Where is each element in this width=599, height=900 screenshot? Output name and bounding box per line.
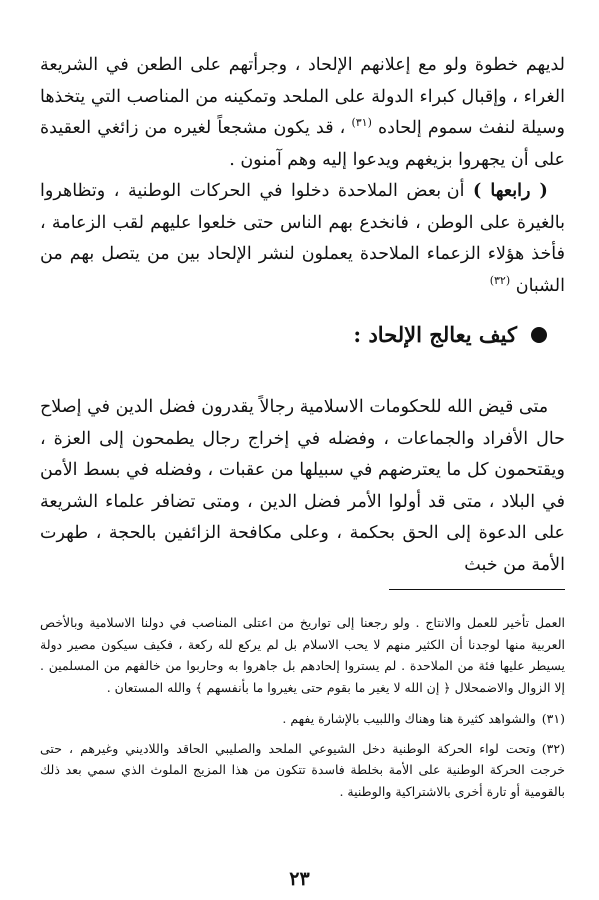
footnote-31-number: (٣١) [541,711,565,726]
footnote-31-text: والشواهد كثيرة هنا وهناك واللبيب بالإشارة يفهم . [282,711,536,726]
section-heading-text: كيف يعالج الإلحاد : [353,322,517,347]
footnote-ref-31: (٣١) [351,116,372,130]
paragraph-2 [40,176,565,302]
paragraph-1 [40,50,565,176]
footnotes-block [40,612,565,810]
paragraph-2-text: أن بعض الملاحدة دخلوا في الحركات الوطنية ، وتظاهروا بالغيرة على الوطن ، فانخدع بهم الناس حتى خلعوا عليهم لقب الزعامة ، فأخذ هؤلاء الزعماء الملاحدة يعملون لنشر الإلحاد بين من يتصل بهم من الشبان [40,181,565,296]
paragraph-2-lead: ( رابعها ) [473,181,548,201]
footnote-divider [389,589,565,590]
footnote-32-text: وتحت لواء الحركة الوطنية دخل الشيوعي الملحد والصليبي الحاقد واللاديني وغيرهم ، حتى خرجت الحركة الوطنية على الأمة بخلطة فاسدة تتكون من هذا المزيج الملوث الذي سمي بعد ذلك بالقومية أو تارة أخرى بالاشتراكية والوطنية . [40,740,565,799]
paragraph-1-tail: ، قد يكون مشجعاً لغيره من زائغي العقيدة على أن يجهروا بزيغهم ويدعوا إليه وهم آمنون . [40,118,565,170]
page-number: ٢٣ [289,868,310,890]
paragraph-3-text: متى قيض الله للحكومات الاسلامية رجالاً يقدرون فضل الدين في إصلاح حال الأفراد والجماعات ، وفضله في إخراج رجال يطمحون إلى العزة ، ويقتحمون كل ما يعترضهم في سبيلها من عقبات ، وفضله في بسط الأمن في البلاد ، متى قد أولوا الأمر فضل الدين ، ومتى تضافر علماء الشريعة على الدعوة إلى الحق بحكمة ، وعلى مكافحة الزائفين بالحجة ، طهرت الأمة من خبث [40,397,565,575]
main-text-block-2 [40,392,565,581]
footnote-continuation: العمل تأخير للعمل والانتاج . ولو رجعنا إلى تواريخ من اعتلى المناصب في دولنا الاسلامية وبالأخص العربية منها لوجدنا أن الكثير منهم لا يحب الاسلام بل لم يركع لله ركعة ، فكيف سيكون مصير دولة يسيطر عليها فئة من الملاحدة . لم يستروا إلحادهم بل جاهروا به وحاربوا من خالفهم من المسلمين . إلا الزوال والاضمحلال ﴿ إن الله لا يغير ما بقوم حتى يغيروا ما بأنفسهم ﴾ والله المستعان . [40,615,565,695]
main-text-block [40,50,565,302]
paragraph-3 [40,392,565,581]
footnote-32-number: (٣٢) [541,740,565,756]
footnote-31 [40,708,565,730]
footnote-32 [40,738,565,803]
section-heading [353,322,547,347]
bullet-icon [531,327,547,343]
paragraph-1-text: لديهم خطوة ولو مع إعلانهم الإلحاد ، وجرأتهم على الطعن في الشريعة الغراء ، وإقبال كبراء الدولة على الملحد وتمكينه من المناصب التي يتخذها وسيلة لنفث سموم إلحاده [40,55,565,138]
footnote-ref-32: (٣٢) [489,273,511,287]
